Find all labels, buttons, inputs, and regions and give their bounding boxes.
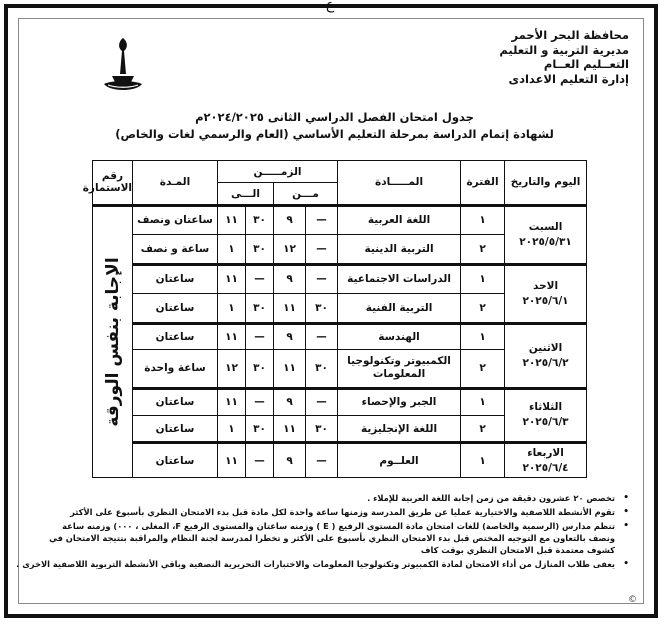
to-minute: ٣٠	[246, 294, 274, 323]
bullet-icon: •	[623, 493, 629, 503]
from-minute: —	[306, 323, 338, 349]
day-name: الاربعاء	[527, 446, 564, 459]
day-cell	[505, 323, 587, 388]
note-text: تقوم الأنشطة اللاصفية والاختيارية عمليا عن طريق المدرسة وزمنها ساعة واحدة لكل مادة قبل بدء الامتحان النظري بأسبوع على الأكثر	[70, 507, 615, 517]
to-minute: —	[246, 264, 274, 293]
header-day-date: اليوم والتاريخ	[505, 161, 587, 206]
to-hour: ١١	[218, 443, 246, 478]
note-item	[16, 558, 629, 570]
from-minute: —	[306, 443, 338, 478]
bullet-icon: •	[623, 507, 629, 517]
from-hour: ٩	[274, 388, 306, 415]
from-hour: ٩	[274, 264, 306, 293]
subject-cell: اللغة الإنجليزية	[338, 415, 461, 442]
subject-cell: الدراسات الاجتماعية	[338, 264, 461, 293]
table-row	[93, 264, 587, 293]
duration-cell: ساعتان	[133, 388, 218, 415]
period-cell: ١	[461, 205, 505, 234]
note-item	[40, 506, 629, 518]
header-subject: المـــــادة	[338, 161, 461, 206]
day-date: ٢٠٢٥/٦/٣	[522, 416, 569, 429]
header-from: مـــن	[274, 183, 338, 205]
exam-titles	[0, 109, 669, 143]
from-hour: ٩	[274, 205, 306, 234]
answer-note: الإجابة بنفس الورقة	[102, 257, 123, 427]
header-form-number: رقم الاستمارة	[93, 161, 133, 206]
table-row	[93, 443, 587, 478]
to-hour: ١١	[218, 388, 246, 415]
day-cell	[505, 443, 587, 478]
duration-cell: ساعتان	[133, 443, 218, 478]
from-minute: ٣٠	[306, 349, 338, 388]
exam-schedule-table	[82, 160, 587, 478]
to-minute: ٣٠	[246, 235, 274, 264]
period-cell: ٢	[461, 294, 505, 323]
duration-cell: ساعتان ونصف	[133, 205, 218, 234]
duration-cell: ساعة واحدة	[133, 349, 218, 388]
day-date: ٢٠٢٥/٦/٤	[522, 461, 569, 474]
subject-cell: العلــوم	[338, 443, 461, 478]
table-row	[93, 205, 587, 234]
header-line: إدارة التعليم الاعدادى	[508, 71, 629, 86]
to-hour: ١١	[218, 323, 246, 349]
from-minute: ٣٠	[306, 415, 338, 442]
duration-cell: ساعتان	[133, 323, 218, 349]
header-to: الـــى	[218, 183, 274, 205]
corner-mark: ©	[628, 595, 637, 605]
exam-subtitle: لشهادة إتمام الدراسة بمرحلة التعليم الأساسي (العام والرسمي لغات والخاص)	[115, 127, 554, 141]
subject-cell: الجبر والإحصاء	[338, 388, 461, 415]
from-hour: ١١	[274, 415, 306, 442]
day-name: السبت	[528, 220, 563, 233]
day-name: الاحد	[533, 279, 559, 292]
header-line: محافظة البحر الأحمر	[511, 28, 629, 42]
period-cell: ٢	[461, 349, 505, 388]
duration-cell: ساعتان	[133, 415, 218, 442]
note-item	[40, 520, 629, 556]
duration-cell: ساعة و نصف	[133, 235, 218, 264]
from-hour: ١٢	[274, 235, 306, 264]
answer-note-cell	[93, 205, 133, 477]
table-row	[93, 323, 587, 349]
to-minute: —	[246, 323, 274, 349]
duration-cell: ساعتان	[133, 264, 218, 293]
period-cell: ١	[461, 443, 505, 478]
day-date: ٢٠٢٥/٦/٢	[522, 356, 569, 369]
from-minute: —	[306, 264, 338, 293]
period-cell: ١	[461, 388, 505, 415]
day-cell	[505, 264, 587, 323]
day-cell	[505, 205, 587, 264]
to-minute: ٣٠	[246, 349, 274, 388]
bullet-icon: •	[623, 521, 629, 531]
day-date: ٢٠٢٥/٥/٣١	[519, 235, 572, 248]
day-date: ٢٠٢٥/٦/١	[522, 294, 569, 307]
subject-cell: الهندسة	[338, 323, 461, 349]
to-minute: —	[246, 443, 274, 478]
day-cell	[505, 388, 587, 443]
table-row	[93, 388, 587, 415]
bullet-icon: •	[623, 559, 629, 569]
directorate-header	[499, 28, 629, 86]
exam-notes	[16, 492, 629, 572]
day-name: الاثنين	[528, 341, 563, 354]
from-hour: ٩	[274, 443, 306, 478]
subject-cell: التربية الدينية	[338, 235, 461, 264]
to-hour: ١	[218, 294, 246, 323]
to-hour: ١	[218, 415, 246, 442]
from-hour: ١١	[274, 349, 306, 388]
period-cell: ٢	[461, 235, 505, 264]
from-minute: —	[306, 205, 338, 234]
header-line: مديرية التربية و التعليم	[499, 42, 629, 57]
from-hour: ١١	[274, 294, 306, 323]
period-cell: ٢	[461, 415, 505, 442]
exam-title: جدول امتحان الفصل الدراسي الثانى ٢٠٢٤/٢٠٢٥م	[195, 110, 474, 124]
header-time: الزمـــــن	[218, 161, 338, 183]
to-hour: ١	[218, 235, 246, 264]
from-minute: —	[306, 235, 338, 264]
note-item	[40, 492, 629, 504]
header-line: التعــليم العــام	[543, 57, 629, 71]
note-text: تخصص ٢٠ عشرون دقيقة من زمن إجابة اللغة العربية للإملاء .	[367, 493, 615, 503]
governorate-logo-icon	[98, 36, 148, 96]
to-minute: ٣٠	[246, 205, 274, 234]
from-hour: ٩	[274, 323, 306, 349]
day-name: الثلاثاء	[529, 401, 563, 414]
to-minute: —	[246, 388, 274, 415]
to-minute: ٣٠	[246, 415, 274, 442]
from-minute: ٣٠	[306, 294, 338, 323]
note-text: تنظم مدارس (الرسمية والخاصة) للغات امتحان مادة المستوى الرفيع ( E ) وزمنه ساعتان والمستوى الرفيع F، المغلى ، ٠٠٠) وزمنه ساعة ونصف بالتعاون مع التوجيه المختص قبل بدء الامتحان النظري بأسبوع على الأكثر و تخطرا لمدرسة لجنة النظام والمراقبة بنتيجة الامتحان في كشوف معتمدة قبل الامتحان النظري بوقت كاف	[49, 521, 615, 555]
period-cell: ١	[461, 264, 505, 293]
to-hour: ١٢	[218, 349, 246, 388]
header-duration: المـدة	[133, 161, 218, 206]
subject-cell: الكمبيوتر وتكنولوجيا المعلومات	[338, 349, 461, 388]
period-cell: ١	[461, 323, 505, 349]
to-hour: ١١	[218, 264, 246, 293]
subject-cell: التربية الفنية	[338, 294, 461, 323]
top-glyph: ع	[326, 0, 335, 13]
subject-cell: اللغة العربية	[338, 205, 461, 234]
from-minute: —	[306, 388, 338, 415]
duration-cell: ساعتان	[133, 294, 218, 323]
header-period: الفترة	[461, 161, 505, 206]
to-hour: ١١	[218, 205, 246, 234]
note-text: يعفى طلاب المنازل من أداء الامتحان لمادة الكمبيوتر وتكنولوجيا المعلومات والاختبارات التحريرية النصفية وباقي الأنشطة التربوية اللاصفية الاخرى .	[16, 559, 615, 569]
